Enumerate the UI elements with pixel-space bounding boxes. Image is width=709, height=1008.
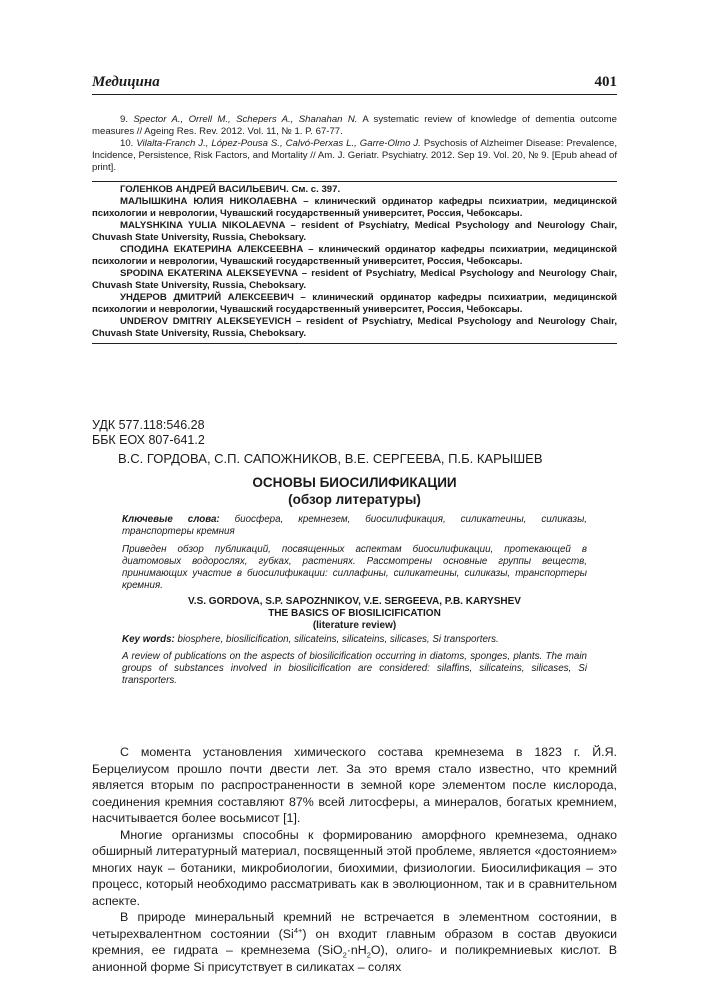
- reference-authors: Vilalta-Franch J., López-Pousa S., Calvó-Perxas L., Garre-Olmo J.: [136, 138, 421, 149]
- keywords-label: Key words:: [122, 634, 175, 645]
- journal-page: [92, 0, 617, 1008]
- classification-codes: [92, 418, 205, 448]
- keywords-label: Ключевые слова:: [122, 514, 220, 525]
- article-body: [92, 744, 617, 975]
- keywords-en: [122, 634, 587, 646]
- abstract-en: A review of publications on the aspects of biosilicification occurring in diatoms, sponges, plants. The main groups of substances involved in biosilicification are considered: silaffins, silicateins, silicases, Si transporters.: [122, 651, 587, 686]
- abstract-ru: Приведен обзор публикаций, посвященных аспектам биосилификации, протекающей в диатомовых водорослях, губках, растениях. Рассмотрены основные группы веществ, принимающих участие в биосилификации: силлафины, силикатеины, силиказы, транспортеры кремния.: [122, 544, 587, 591]
- author-note: SPODINA EKATERINA ALEKSEYEVNA – resident of Psychiatry, Medical Psychology and Neurology Chair, Chuvash State University, Russia, Cheboksary.: [92, 268, 617, 291]
- article-subtitle-ru: (обзор литературы): [288, 492, 421, 507]
- article-authors-ru: В.С. ГОРДОВА, С.П. САПОЖНИКОВ, В.Е. СЕРГЕЕВА, П.Б. КАРЫШЕВ: [118, 451, 543, 466]
- body-paragraph: Многие организмы способны к формированию аморфного кремнезема, однако обширный литературный материал, посвященный этой проблеме, является «достоянием» многих наук – ботаники, микробиологии, биохимии, физиологии. Биосилификация – это процесс, который необходимо рассматривать как в эволюционном, так и в сравнительном аспекте.: [92, 827, 617, 908]
- reference-list: [92, 114, 617, 174]
- author-notes: [92, 181, 617, 344]
- article-authors-en: V.S. GORDOVA, S.P. SAPOZHNIKOV, V.E. SERGEEVA, P.B. KARYSHEV: [188, 596, 521, 607]
- udk-code: УДК 577.118:546.28: [92, 418, 205, 432]
- keywords-text: biosphere, biosilicification, silicateins, silicateins, silicases, Si transporters.: [174, 634, 499, 645]
- author-note: МАЛЫШКИНА ЮЛИЯ НИКОЛАЕВНА – клинический ординатор кафедры психиатрии, медицинской психологии и неврологии, Чувашский государственный университет, Россия, Чебоксары.: [92, 196, 617, 219]
- author-note: УНДЕРОВ ДМИТРИЙ АЛЕКСЕЕВИЧ – клинический ординатор кафедры психиатрии, медицинской психологии и неврологии, Чувашский государственный университет, Россия, Чебоксары.: [92, 292, 617, 315]
- article-title-en: THE BASICS OF BIOSILICIFICATION: [268, 608, 441, 619]
- journal-section-title: Медицина: [92, 74, 160, 90]
- author-note: СПОДИНА ЕКАТЕРИНА АЛЕКСЕЕВНА – клинический ординатор кафедры психиатрии, медицинской психологии и неврологии, Чувашский государственный университет, Россия, Чебоксары.: [92, 244, 617, 267]
- reference-item: 10. Vilalta-Franch J., López-Pousa S., Calvó-Perxas L., Garre-Olmo J. Psychosis of Alzheimer Disease: Prevalence, Incidence, Persistence, Risk Factors, and Mortality // Am. J. Geriatr. Psychiatry. 2012. Sep 19. Vol. 20, № 9. [Epub ahead of print].: [92, 138, 617, 173]
- reference-item: 9. Spector A., Orrell M., Schepers A., Shanahan N. A systematic review of knowledge of dementia outcome measures // Ageing Res. Rev. 2012. Vol. 11, № 1. P. 67-77.: [92, 114, 617, 137]
- body-paragraph: В природе минеральный кремний не встречается в элементном состоянии, в четырехвалентном состоянии $(Si^{4+})$ он входит главным образом в состав двуокиси кремния, ее гидрата – кремнезема $(SiO_2\cdot nH_2O)$, олиго- и поликремниевых кислот. В анионной форме Si присутствует в силикатах – солях: [92, 910, 618, 974]
- article-header-en: [92, 596, 617, 632]
- author-note: MALYSHKINA YULIA NIKOLAEVNA – resident of Psychiatry, Medical Psychology and Neurology Chair, Chuvash State University, Russia, Cheboksary.: [92, 220, 617, 243]
- body-paragraph: С момента установления химического состава кремнезема в 1823 г. Й.Я. Берцелиусом прошло почти двести лет. За это время стало известно, что кремний является вторым по распространенности в земной коре элементом после кислорода, соединения кремния составляют 87% всей литосферы, а минералов, богатых кремнием, насчитывается более восьмисот [1].: [92, 745, 617, 825]
- keywords-text: биосфера, кремнезем, биосилификация, силикатеины, силиказы, транспортеры кремния: [122, 514, 587, 537]
- running-header: [92, 74, 617, 95]
- article-title-block-ru: [92, 474, 617, 508]
- bbk-code: ББК ЕОХ 807-641.2: [92, 433, 205, 447]
- author-note: UNDEROV DMITRIY ALEKSEYEVICH – resident of Psychiatry, Medical Psychology and Neurology Chair, Chuvash State University, Russia, Cheboksary.: [92, 316, 617, 339]
- article-subtitle-en: (literature review): [312, 620, 397, 631]
- page-number: 401: [594, 74, 617, 90]
- reference-authors: Spector A., Orrell M., Schepers A., Shanahan N.: [133, 114, 358, 125]
- author-note: ГОЛЕНКОВ АНДРЕЙ ВАСИЛЬЕВИЧ. См. с. 397.: [120, 184, 341, 195]
- article-title-ru: ОСНОВЫ БИОСИЛИФИКАЦИИ: [252, 475, 457, 490]
- keywords-ru: [122, 514, 587, 538]
